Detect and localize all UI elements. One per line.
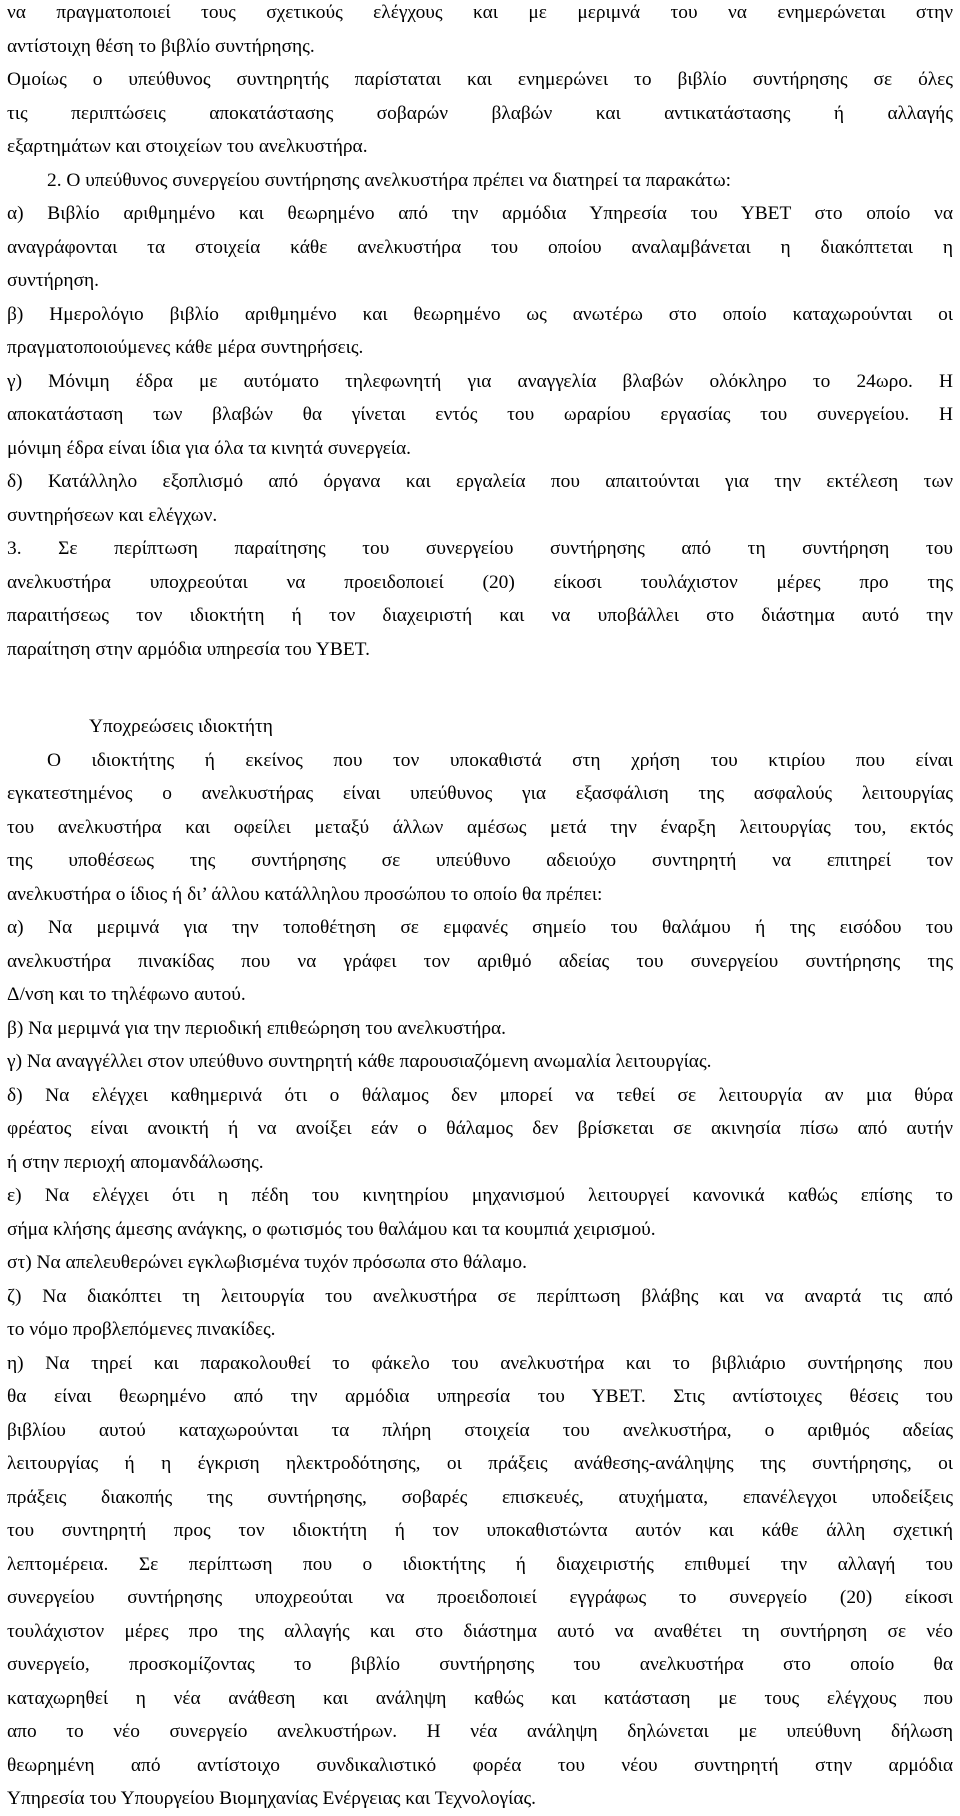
text-line: Ομοίως ο υπεύθυνος συντηρητής παρίσταται και ενημερώνει το βιβλίο συντήρησης σε όλες	[7, 69, 953, 90]
text-line: ανελκυστήρα ο ίδιος ή δι’ άλλου κατάλληλου προσώπου το οποίο θα πρέπει:	[7, 883, 603, 905]
text-line: φρέατος είναι ανοικτή ή να ανοίξει εάν ο θάλαμος δεν βρίσκεται σε ακινησία πίσω από αυτήν	[7, 1118, 953, 1139]
text-line: να πραγματοποιεί τους σχετικούς ελέγχους και με μεριμνά του να ενημερώνεται στην	[7, 2, 953, 23]
text-line: τις περιπτώσεις αποκατάστασης σοβαρών βλαβών και αντικατάστασης ή αλλαγής	[7, 102, 953, 124]
text-line: ανελκυστήρα πινακίδας που να γράφει τον αριθμό αδείας του συνεργείου συντήρησης της	[7, 950, 953, 972]
text-line: 2. Ο υπεύθυνος συνεργείου συντήρησης ανελκυστήρα πρέπει να διατηρεί τα παρακάτω:	[47, 169, 732, 191]
text-line: β) Ημερολόγιο βιβλίο αριθμημένο και θεωρημένο ως ανωτέρω στο οποίο καταχωρούνται οι	[7, 303, 953, 325]
owner-obligations-section	[7, 710, 953, 1816]
text-line: λεπτομέρεια. Σε περίπτωση που ο ιδιοκτήτης ή διαχειριστής επιθυμεί την αλλαγή του	[7, 1553, 953, 1575]
text-line: ε) Να ελέγχει ότι η πέδη του κινητηρίου μηχανισμού λειτουργεί κανονικά καθώς επίσης το	[7, 1185, 953, 1206]
text-line: δ) Να ελέγχει καθημερινά ότι ο θάλαμος δεν μπορεί να τεθεί σε λειτουργία αν μια θύρα	[7, 1084, 953, 1106]
text-line: Υπηρεσία του Υπουργείου Βιομηχανίας Ενέργειας και Τεχνολογίας.	[7, 1788, 537, 1809]
text-line: της υποθέσεως της συντήρησης σε υπεύθυνο αδειούχο συντηρητή να επιτηρεί τον	[7, 850, 953, 871]
text-line: παραιτήσεως τον ιδιοκτήτη ή τον διαχειριστή και να υποβάλλει στο διάστημα αυτό την	[7, 605, 953, 626]
text-line: τουλάχιστον μέρες προ της αλλαγής και στο διάστημα αυτό να αναθέτει τη συντήρηση σε νέο	[7, 1620, 953, 1642]
text-line: πράξεις διακοπής της συντήρησης, σοβαρές επισκευές, ατυχήματα, επανέλεγχοι υποδείξεις	[7, 1486, 953, 1508]
section-heading: Υποχρεώσεις ιδιοκτήτη	[89, 716, 273, 737]
text-line: του ανελκυστήρα και οφείλει μεταξύ άλλων αμέσως μετά την έναρξη λειτουργίας του, εκτός	[7, 816, 953, 838]
text-line: γ) Μόνιμη έδρα με αυτόματο τηλεφωνητή για αναγγελία βλαβών ολόκληρο το 24ωρο. Η	[7, 370, 953, 392]
text-line: ή στην περιοχή απομανδάλωσης.	[7, 1151, 264, 1173]
text-line: 3. Σε περίπτωση παραίτησης του συνεργείου συντήρησης από τη συντήρηση του	[7, 538, 953, 559]
text-line: η) Να τηρεί και παρακολουθεί το φάκελο του ανελκυστήρα και το βιβλιάριο συντήρησης που	[7, 1352, 953, 1374]
text-line: δ) Κατάλληλο εξοπλισμό από όργανα και εργαλεία που απαιτούνται για την εκτέλεση των	[7, 471, 953, 492]
text-line: α) Βιβλίο αριθμημένο και θεωρημένο από την αρμόδια Υπηρεσία του ΥΒΕΤ στο οποίο να	[7, 203, 953, 224]
text-line: βιβλίου αυτού καταχωρούνται τα πλήρη στοιχεία του ανελκυστήρα, ο αριθμός αδείας	[7, 1419, 953, 1441]
text-line: παραίτηση στην αρμόδια υπηρεσία του ΥΒΕΤ.	[7, 638, 370, 660]
text-line: συνεργείου συντήρησης υποχρεούται να προειδοποιεί εγγράφως το συνεργείο (20) είκοσι	[7, 1587, 953, 1608]
text-line: λειτουργίας ή η έγκριση ηλεκτροδότησης, οι πράξεις ανάθεσης-ανάληψης της συντήρησης, οι	[7, 1453, 953, 1474]
text-line: Ο ιδιοκτήτης ή εκείνος που τον υποκαθιστά στη χρήση του κτιρίου που είναι	[47, 749, 953, 771]
text-line: ζ) Να διακόπτει τη λειτουργία του ανελκυστήρα σε περίπτωση βλάβης και να αναρτά τις από	[7, 1285, 953, 1307]
maintenance-section	[7, 0, 953, 666]
text-line: μόνιμη έδρα είναι ίδια για όλα τα κινητά συνεργεία.	[7, 437, 411, 459]
text-line: α) Να μεριμνά για την τοποθέτηση σε εμφανές σημείο του θαλάμου ή της εισόδου του	[7, 917, 953, 938]
text-line: συντηρήσεων και ελέγχων.	[7, 504, 218, 526]
text-line: σήμα κλήσης άμεσης ανάγκης, ο φωτισμός του θαλάμου και τα κουμπιά χειρισμού.	[7, 1218, 656, 1240]
text-line: καταχωρηθεί η νέα ανάθεση και ανάληψη καθώς και κατάσταση με τους ελέγχους που	[7, 1687, 953, 1709]
text-line: πραγματοποιούμενες κάθε μέρα συντηρήσεις.	[7, 337, 364, 358]
text-line: εξαρτημάτων και στοιχείων του ανελκυστήρα.	[7, 136, 368, 157]
text-line: Δ/νση και το τηλέφωνο αυτού.	[7, 984, 246, 1005]
text-line: εγκατεστημένος ο ανελκυστήρας είναι υπεύθυνος για εξασφάλιση της ασφαλούς λειτουργίας	[7, 783, 953, 804]
text-line: αναγράφονται τα στοιχεία κάθε ανελκυστήρα του οποίου αναλαμβάνεται η διακόπτεται η	[7, 236, 953, 258]
text-line: γ) Να αναγγέλλει στον υπεύθυνο συντηρητή κάθε παρουσιαζόμενη ανωμαλία λειτουργίας.	[7, 1051, 712, 1072]
document-page	[7, 0, 953, 1816]
text-line: απο το νέο συνεργείο ανελκυστήρων. Η νέα ανάληψη δηλώνεται με υπεύθυνη δήλωση	[7, 1721, 953, 1742]
text-line: συντήρηση.	[7, 270, 100, 291]
text-line: αντίστοιχη θέση το βιβλίο συντήρησης.	[7, 35, 315, 57]
text-line: του συντηρητή προς τον ιδιοκτήτη ή τον υποκαθιστώντα αυτόν και κάθε άλλη σχετική	[7, 1520, 953, 1541]
text-line: θα είναι θεωρημένο από την αρμόδια υπηρεσία του ΥΒΕΤ. Στις αντίστοιχες θέσεις του	[7, 1386, 953, 1407]
text-line: β) Να μεριμνά για την περιοδική επιθεώρηση του ανελκυστήρα.	[7, 1017, 507, 1039]
text-line: θεωρημένη από αντίστοιχο συνδικαλιστικό φορέα του νέου συντηρητή στην αρμόδια	[7, 1754, 953, 1776]
text-line: συνεργείο, προσκομίζοντας το βιβλίο συντήρησης του ανελκυστήρα στο οποίο θα	[7, 1654, 953, 1675]
text-line: αποκατάσταση των βλαβών θα γίνεται εντός του ωραρίου εργασίας του συνεργείου. Η	[7, 404, 953, 425]
text-line: ανελκυστήρα υποχρεούται να προειδοποιεί (20) είκοσι τουλάχιστον μέρες προ της	[7, 571, 953, 593]
section-spacer	[7, 666, 953, 710]
text-line: το νόμο προβλεπόμενες πινακίδες.	[7, 1319, 276, 1340]
text-line: στ) Να απελευθερώνει εγκλωβισμένα τυχόν πρόσωπα στο θάλαμο.	[7, 1252, 527, 1273]
